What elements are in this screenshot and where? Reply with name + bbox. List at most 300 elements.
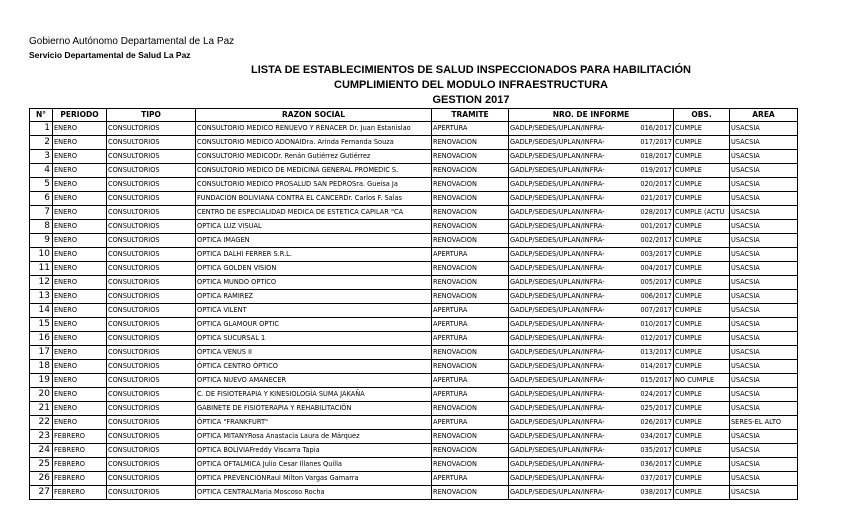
cell-tipo: CONSULTORIOS <box>107 402 196 416</box>
cell-tipo: CONSULTORIOS <box>107 304 196 318</box>
informe-prefix: GADLP/SEDES/UPLAN/INFRA- <box>510 432 605 440</box>
table-row <box>30 248 798 262</box>
cell-periodo: ENERO <box>53 262 107 276</box>
cell-nro-informe <box>509 486 674 500</box>
cell-razon-social: OPTICA RAMIREZ <box>196 290 432 304</box>
informe-number: 002/2017 <box>640 236 672 244</box>
informe-prefix: GADLP/SEDES/UPLAN/INFRA- <box>510 292 605 300</box>
cell-tipo: CONSULTORIOS <box>107 248 196 262</box>
cell-obs: CUMPLE <box>674 248 730 262</box>
document-year: GESTION 2017 <box>432 94 510 106</box>
cell-nro-informe <box>509 206 674 220</box>
table-row <box>30 402 798 416</box>
cell-area: USACSIA <box>730 402 798 416</box>
informe-prefix: GADLP/SEDES/UPLAN/INFRA- <box>510 460 605 468</box>
cell-tipo: CONSULTORIOS <box>107 178 196 192</box>
cell-razon-social: CONSULTORIO MEDICODr. Renán Gutiérrez Gutiérrez <box>196 150 432 164</box>
cell-tipo: CONSULTORIOS <box>107 388 196 402</box>
cell-periodo: ENERO <box>53 346 107 360</box>
cell-nro-informe <box>509 220 674 234</box>
cell-obs: CUMPLE <box>674 388 730 402</box>
cell-tramite: RENOVACION <box>432 136 509 150</box>
cell-periodo: ENERO <box>53 178 107 192</box>
row-number: 19 <box>30 374 53 388</box>
row-number: 18 <box>30 360 53 374</box>
row-number: 27 <box>30 486 53 500</box>
cell-obs: CUMPLE <box>674 472 730 486</box>
row-number: 25 <box>30 458 53 472</box>
informe-prefix: GADLP/SEDES/UPLAN/INFRA- <box>510 446 605 454</box>
row-number: 22 <box>30 416 53 430</box>
cell-periodo: ENERO <box>53 136 107 150</box>
column-header-nro-informe: NRO. DE INFORME <box>509 109 674 122</box>
document-subtitle: CUMPLIMIENTO DEL MODULO INFRAESTRUCTURA <box>334 79 608 91</box>
cell-tramite: APERTURA <box>432 374 509 388</box>
cell-obs: CUMPLE <box>674 486 730 500</box>
cell-tipo: CONSULTORIOS <box>107 360 196 374</box>
cell-obs: CUMPLE <box>674 360 730 374</box>
cell-obs: CUMPLE <box>674 346 730 360</box>
cell-obs: CUMPLE <box>674 416 730 430</box>
cell-tipo: CONSULTORIOS <box>107 276 196 290</box>
cell-razon-social: CENTRO DE ESPECIALIDAD MEDICA DE ESTETICA CAPILAR "CA <box>196 206 432 220</box>
row-number: 3 <box>30 150 53 164</box>
cell-obs: CUMPLE <box>674 164 730 178</box>
cell-nro-informe <box>509 416 674 430</box>
cell-tramite: RENOVACION <box>432 234 509 248</box>
informe-prefix: GADLP/SEDES/UPLAN/INFRA- <box>510 488 605 496</box>
informe-prefix: GADLP/SEDES/UPLAN/INFRA- <box>510 418 605 426</box>
cell-razon-social: OPTICA BOLIVIAFreddy Viscarra Tapia <box>196 444 432 458</box>
cell-tipo: CONSULTORIOS <box>107 150 196 164</box>
department-name: Servicio Departamental de Salud La Paz <box>29 50 191 60</box>
table-row <box>30 332 798 346</box>
table-row <box>30 276 798 290</box>
row-number: 14 <box>30 304 53 318</box>
cell-obs: CUMPLE <box>674 150 730 164</box>
cell-obs: CUMPLE <box>674 430 730 444</box>
row-number: 15 <box>30 318 53 332</box>
cell-area: USACSIA <box>730 346 798 360</box>
cell-tipo: CONSULTORIOS <box>107 262 196 276</box>
row-number: 6 <box>30 192 53 206</box>
informe-number: 024/2017 <box>640 390 672 398</box>
cell-area: USACSIA <box>730 248 798 262</box>
cell-periodo: ENERO <box>53 276 107 290</box>
table-row <box>30 318 798 332</box>
cell-obs: CUMPLE <box>674 220 730 234</box>
informe-prefix: GADLP/SEDES/UPLAN/INFRA- <box>510 124 605 132</box>
cell-obs: CUMPLE <box>674 122 730 136</box>
row-number: 21 <box>30 402 53 416</box>
cell-area: USACSIA <box>730 304 798 318</box>
informe-number: 014/2017 <box>640 362 672 370</box>
document-title: LISTA DE ESTABLECIMIENTOS DE SALUD INSPECCIONADOS PARA HABILITACIÓN <box>250 64 692 76</box>
informe-number: 005/2017 <box>640 278 672 286</box>
cell-nro-informe <box>509 304 674 318</box>
cell-tramite: RENOVACION <box>432 430 509 444</box>
column-header-number: N° <box>30 109 53 122</box>
cell-tipo: CONSULTORIOS <box>107 346 196 360</box>
cell-periodo: ENERO <box>53 192 107 206</box>
column-header-tipo: TIPO <box>107 109 196 122</box>
informe-number: 013/2017 <box>640 348 672 356</box>
cell-tramite: APERTURA <box>432 416 509 430</box>
cell-nro-informe <box>509 150 674 164</box>
cell-razon-social: ÓPTICA CENTRO ÓPTICO <box>196 360 432 374</box>
informe-prefix: GADLP/SEDES/UPLAN/INFRA- <box>510 320 605 328</box>
informe-number: 036/2017 <box>640 460 672 468</box>
cell-tramite: APERTURA <box>432 388 509 402</box>
cell-area: USACSIA <box>730 150 798 164</box>
informe-prefix: GADLP/SEDES/UPLAN/INFRA- <box>510 306 605 314</box>
informe-number: 037/2017 <box>640 474 672 482</box>
cell-tipo: CONSULTORIOS <box>107 332 196 346</box>
cell-nro-informe <box>509 192 674 206</box>
column-header-area: AREA <box>730 109 798 122</box>
cell-nro-informe <box>509 430 674 444</box>
cell-tramite: RENOVACION <box>432 206 509 220</box>
cell-tramite: RENOVACION <box>432 276 509 290</box>
informe-number: 004/2017 <box>640 264 672 272</box>
cell-tramite: RENOVACION <box>432 178 509 192</box>
table-row <box>30 206 798 220</box>
cell-razon-social: FUNDACION BOLIVIANA CONTRA EL CANCERDr. Carlos F. Salas <box>196 192 432 206</box>
cell-tipo: CONSULTORIOS <box>107 192 196 206</box>
cell-nro-informe <box>509 388 674 402</box>
informe-number: 016/2017 <box>640 124 672 132</box>
cell-area: USACSIA <box>730 276 798 290</box>
row-number: 2 <box>30 136 53 150</box>
cell-tramite: APERTURA <box>432 122 509 136</box>
cell-tipo: CONSULTORIOS <box>107 122 196 136</box>
row-number: 5 <box>30 178 53 192</box>
row-number: 13 <box>30 290 53 304</box>
table-row <box>30 486 798 500</box>
cell-periodo: ENERO <box>53 416 107 430</box>
cell-tipo: CONSULTORIOS <box>107 206 196 220</box>
informe-number: 006/2017 <box>640 292 672 300</box>
cell-tramite: APERTURA <box>432 248 509 262</box>
cell-periodo: ENERO <box>53 332 107 346</box>
cell-tipo: CONSULTORIOS <box>107 136 196 150</box>
cell-periodo: ENERO <box>53 290 107 304</box>
informe-prefix: GADLP/SEDES/UPLAN/INFRA- <box>510 166 605 174</box>
table-row <box>30 150 798 164</box>
column-header-obs: OBS. <box>674 109 730 122</box>
informe-prefix: GADLP/SEDES/UPLAN/INFRA- <box>510 152 605 160</box>
cell-obs: CUMPLE <box>674 402 730 416</box>
cell-tramite: RENOVACION <box>432 262 509 276</box>
cell-nro-informe <box>509 458 674 472</box>
table-row <box>30 458 798 472</box>
table-row <box>30 430 798 444</box>
table-row <box>30 164 798 178</box>
cell-tramite: RENOVACION <box>432 192 509 206</box>
informe-number: 007/2017 <box>640 306 672 314</box>
informe-prefix: GADLP/SEDES/UPLAN/INFRA- <box>510 208 605 216</box>
cell-periodo: FEBRERO <box>53 430 107 444</box>
cell-nro-informe <box>509 360 674 374</box>
table-row <box>30 220 798 234</box>
cell-nro-informe <box>509 332 674 346</box>
table-row <box>30 346 798 360</box>
table-row <box>30 262 798 276</box>
informe-prefix: GADLP/SEDES/UPLAN/INFRA- <box>510 376 605 384</box>
row-number: 24 <box>30 444 53 458</box>
informe-prefix: GADLP/SEDES/UPLAN/INFRA- <box>510 362 605 370</box>
cell-tramite: RENOVACION <box>432 150 509 164</box>
cell-obs: CUMPLE <box>674 304 730 318</box>
cell-tipo: CONSULTORIOS <box>107 486 196 500</box>
cell-area: USACSIA <box>730 136 798 150</box>
cell-razon-social: CONSULTORIO MEDICO DE MEDICINA GENERAL PROMEDIC S. <box>196 164 432 178</box>
cell-nro-informe <box>509 136 674 150</box>
row-number: 4 <box>30 164 53 178</box>
cell-razon-social: OPTICA SUCURSAL 1 <box>196 332 432 346</box>
informe-number: 021/2017 <box>640 194 672 202</box>
cell-razon-social: OPTICA OFTALMICA Julio Cesar Illanes Quilla <box>196 458 432 472</box>
cell-area: USACSIA <box>730 178 798 192</box>
cell-area: USACSIA <box>730 220 798 234</box>
cell-area: USACSIA <box>730 486 798 500</box>
cell-periodo: ENERO <box>53 164 107 178</box>
cell-area: USACSIA <box>730 360 798 374</box>
informe-prefix: GADLP/SEDES/UPLAN/INFRA- <box>510 404 605 412</box>
table-row <box>30 388 798 402</box>
cell-tramite: RENOVACION <box>432 346 509 360</box>
cell-area: USACSIA <box>730 206 798 220</box>
cell-razon-social: OPTICA PREVENCIONRaul Milton Vargas Gamarra <box>196 472 432 486</box>
informe-number: 010/2017 <box>640 320 672 328</box>
cell-razon-social: OPTICA MITANYRosa Anastacia Laura de Márquez <box>196 430 432 444</box>
cell-razon-social: ÓPTICA "FRANKFURT" <box>196 416 432 430</box>
informe-prefix: GADLP/SEDES/UPLAN/INFRA- <box>510 348 605 356</box>
informe-number: 038/2017 <box>640 488 672 496</box>
cell-area: USACSIA <box>730 374 798 388</box>
cell-obs: NO CUMPLE <box>674 374 730 388</box>
cell-tramite: RENOVACION <box>432 444 509 458</box>
cell-periodo: ENERO <box>53 360 107 374</box>
column-header-tramite: TRAMITE <box>432 109 509 122</box>
row-number: 11 <box>30 262 53 276</box>
cell-obs: CUMPLE <box>674 262 730 276</box>
table-row <box>30 178 798 192</box>
cell-obs: CUMPLE <box>674 444 730 458</box>
cell-periodo: ENERO <box>53 304 107 318</box>
informe-prefix: GADLP/SEDES/UPLAN/INFRA- <box>510 390 605 398</box>
row-number: 23 <box>30 430 53 444</box>
cell-area: USACSIA <box>730 388 798 402</box>
cell-nro-informe <box>509 122 674 136</box>
cell-tramite: APERTURA <box>432 304 509 318</box>
cell-razon-social: OPTICA IMAGEN <box>196 234 432 248</box>
cell-area: USACSIA <box>730 262 798 276</box>
informe-prefix: GADLP/SEDES/UPLAN/INFRA- <box>510 474 605 482</box>
cell-nro-informe <box>509 234 674 248</box>
cell-nro-informe <box>509 444 674 458</box>
cell-obs: CUMPLE <box>674 290 730 304</box>
informe-prefix: GADLP/SEDES/UPLAN/INFRA- <box>510 250 605 258</box>
cell-tramite: RENOVACION <box>432 360 509 374</box>
organization-name: Gobierno Autónomo Departamental de La Paz <box>29 36 235 47</box>
row-number: 17 <box>30 346 53 360</box>
cell-razon-social: OPTICA DALHI FERRER S.R.L. <box>196 248 432 262</box>
cell-nro-informe <box>509 472 674 486</box>
cell-obs: CUMPLE <box>674 192 730 206</box>
cell-periodo: ENERO <box>53 248 107 262</box>
informe-prefix: GADLP/SEDES/UPLAN/INFRA- <box>510 138 605 146</box>
informe-prefix: GADLP/SEDES/UPLAN/INFRA- <box>510 278 605 286</box>
informe-number: 025/2017 <box>640 404 672 412</box>
cell-nro-informe <box>509 178 674 192</box>
column-header-periodo: PERIODO <box>53 109 107 122</box>
table-row <box>30 360 798 374</box>
cell-tipo: CONSULTORIOS <box>107 290 196 304</box>
row-number: 16 <box>30 332 53 346</box>
cell-obs: CUMPLE <box>674 234 730 248</box>
table-row <box>30 290 798 304</box>
informe-number: 003/2017 <box>640 250 672 258</box>
cell-tramite: RENOVACION <box>432 220 509 234</box>
cell-tipo: CONSULTORIOS <box>107 444 196 458</box>
cell-nro-informe <box>509 290 674 304</box>
cell-razon-social: OPTICA CENTRALMaria Moscoso Rocha <box>196 486 432 500</box>
table-header-row <box>30 109 798 122</box>
cell-periodo: FEBRERO <box>53 486 107 500</box>
row-number: 26 <box>30 472 53 486</box>
row-number: 20 <box>30 388 53 402</box>
cell-area: USACSIA <box>730 122 798 136</box>
table-row <box>30 192 798 206</box>
cell-razon-social: OPTICA NUEVO AMANECER <box>196 374 432 388</box>
cell-obs: CUMPLE <box>674 458 730 472</box>
cell-periodo: FEBRERO <box>53 458 107 472</box>
informe-number: 018/2017 <box>640 152 672 160</box>
cell-razon-social: GABINETE DE FISIOTERAPIA Y REHABILITACIÓN <box>196 402 432 416</box>
informe-number: 012/2017 <box>640 334 672 342</box>
informe-prefix: GADLP/SEDES/UPLAN/INFRA- <box>510 334 605 342</box>
cell-tramite: RENOVACION <box>432 290 509 304</box>
informe-prefix: GADLP/SEDES/UPLAN/INFRA- <box>510 194 605 202</box>
cell-periodo: ENERO <box>53 374 107 388</box>
cell-tipo: CONSULTORIOS <box>107 416 196 430</box>
cell-tipo: CONSULTORIOS <box>107 472 196 486</box>
cell-tramite: APERTURA <box>432 332 509 346</box>
cell-razon-social: ÓPTICA VENUS II <box>196 346 432 360</box>
cell-periodo: ENERO <box>53 234 107 248</box>
cell-tramite: APERTURA <box>432 318 509 332</box>
cell-nro-informe <box>509 374 674 388</box>
cell-nro-informe <box>509 276 674 290</box>
row-number: 7 <box>30 206 53 220</box>
cell-area: USACSIA <box>730 458 798 472</box>
table-row <box>30 416 798 430</box>
row-number: 10 <box>30 248 53 262</box>
cell-tipo: CONSULTORIOS <box>107 458 196 472</box>
informe-number: 026/2017 <box>640 418 672 426</box>
row-number: 9 <box>30 234 53 248</box>
row-number: 8 <box>30 220 53 234</box>
cell-obs: CUMPLE <box>674 318 730 332</box>
table-row <box>30 234 798 248</box>
cell-area: USACSIA <box>730 430 798 444</box>
cell-obs: CUMPLE (ACTU <box>674 206 730 220</box>
cell-periodo: ENERO <box>53 150 107 164</box>
cell-obs: CUMPLE <box>674 178 730 192</box>
cell-razon-social: C. DE FISIOTERAPIA Y KINESIOLOGÍA SUMA JAKAÑA <box>196 388 432 402</box>
cell-razon-social: CONSULTORIO MEDICO ADONAIDra. Arinda Fernanda Souza <box>196 136 432 150</box>
informe-prefix: GADLP/SEDES/UPLAN/INFRA- <box>510 236 605 244</box>
establishments-table <box>29 108 798 500</box>
cell-tipo: CONSULTORIOS <box>107 374 196 388</box>
table-body <box>30 122 798 500</box>
cell-razon-social: OPTICA LUZ VISUAL <box>196 220 432 234</box>
table-row <box>30 472 798 486</box>
cell-area: USACSIA <box>730 192 798 206</box>
cell-periodo: FEBRERO <box>53 444 107 458</box>
cell-area: USACSIA <box>730 332 798 346</box>
table-row <box>30 444 798 458</box>
cell-periodo: FEBRERO <box>53 472 107 486</box>
column-header-razon-social: RAZON SOCIAL <box>196 109 432 122</box>
cell-nro-informe <box>509 318 674 332</box>
cell-nro-informe <box>509 262 674 276</box>
informe-prefix: GADLP/SEDES/UPLAN/INFRA- <box>510 222 605 230</box>
cell-tipo: CONSULTORIOS <box>107 430 196 444</box>
informe-number: 015/2017 <box>640 376 672 384</box>
table-row <box>30 374 798 388</box>
cell-periodo: ENERO <box>53 402 107 416</box>
cell-periodo: ENERO <box>53 388 107 402</box>
cell-periodo: ENERO <box>53 206 107 220</box>
row-number: 12 <box>30 276 53 290</box>
cell-area: USACSIA <box>730 318 798 332</box>
cell-area: USACSIA <box>730 444 798 458</box>
cell-obs: CUMPLE <box>674 332 730 346</box>
row-number: 1 <box>30 122 53 136</box>
informe-number: 019/2017 <box>640 166 672 174</box>
cell-tramite: RENOVACION <box>432 486 509 500</box>
cell-tramite: RENOVACION <box>432 402 509 416</box>
cell-tipo: CONSULTORIOS <box>107 220 196 234</box>
table-row <box>30 122 798 136</box>
cell-razon-social: CONSULTORIO MEDICO RENUEVO Y RENACER Dr. Juan Estanislao <box>196 122 432 136</box>
informe-number: 017/2017 <box>640 138 672 146</box>
cell-nro-informe <box>509 402 674 416</box>
cell-tipo: CONSULTORIOS <box>107 234 196 248</box>
cell-periodo: ENERO <box>53 122 107 136</box>
cell-nro-informe <box>509 346 674 360</box>
cell-area: SERES-EL ALTO <box>730 416 798 430</box>
informe-number: 020/2017 <box>640 180 672 188</box>
cell-area: USACSIA <box>730 472 798 486</box>
cell-razon-social: OPTICA VILENT <box>196 304 432 318</box>
informe-number: 028/2017 <box>640 208 672 216</box>
cell-razon-social: OPTICA GLAMOUR OPTIC <box>196 318 432 332</box>
cell-obs: CUMPLE <box>674 136 730 150</box>
cell-tipo: CONSULTORIOS <box>107 164 196 178</box>
informe-number: 035/2017 <box>640 446 672 454</box>
cell-tipo: CONSULTORIOS <box>107 318 196 332</box>
cell-obs: CUMPLE <box>674 276 730 290</box>
cell-tramite: RENOVACION <box>432 164 509 178</box>
cell-area: USACSIA <box>730 234 798 248</box>
informe-prefix: GADLP/SEDES/UPLAN/INFRA- <box>510 180 605 188</box>
cell-area: USACSIA <box>730 164 798 178</box>
cell-nro-informe <box>509 164 674 178</box>
informe-number: 001/2017 <box>640 222 672 230</box>
